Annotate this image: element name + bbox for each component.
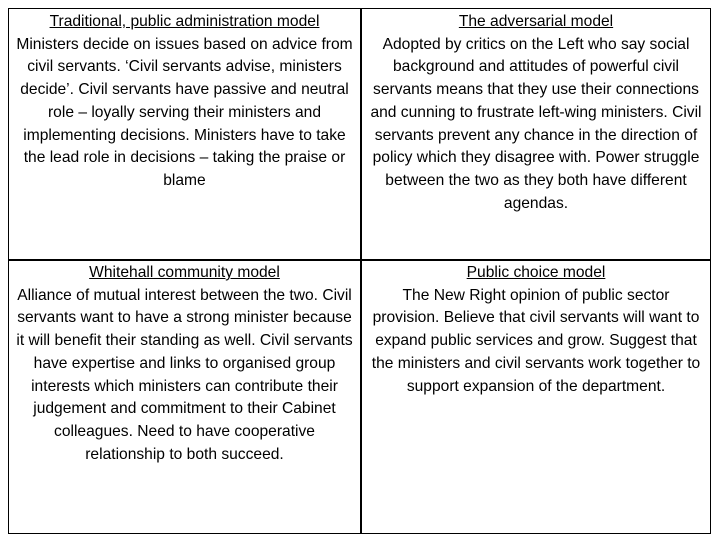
models-table — [8, 8, 711, 534]
cell-public-choice-model — [362, 262, 710, 398]
cell-body: The New Right opinion of public sector provision. Believe that civil servants will want to expand public services and grow. Suggest that the ministers and civil servants work together to support expansion of the department. — [371, 286, 701, 395]
cell-whitehall-community-model — [9, 262, 360, 466]
cell-body: Adopted by critics on the Left who say social background and attitudes of powerful civil servants means that they use their connections and cunning to frustrate left-wing ministers. Civil servants prevent any chance in the direction of policy which they disagree with. Power struggle between the two as they both have different agendas. — [370, 35, 702, 212]
cell-title: Public choice model — [466, 264, 606, 281]
cell-adversarial-model — [362, 11, 710, 215]
cell-title: The adversarial model — [458, 13, 614, 30]
cell-title: Traditional, public administration model — [49, 13, 320, 30]
cell-title: Whitehall community model — [89, 264, 280, 281]
cell-body: Alliance of mutual interest between the two. Civil servants want to have a strong minister because it will benefit their standing as well. Civil servants have expertise and links to organised group interests which ministers can contribute their judgement and commitment to their Cabinet colleagues. Need to have cooperative relationship to both succeed. — [16, 286, 353, 463]
cell-traditional-model — [9, 11, 360, 193]
row-divider — [9, 259, 710, 261]
cell-body: Ministers decide on issues based on advice from civil servants. ‘Civil servants advise, ministers decide’. Civil servants have passive and neutral role – loyally serving their ministers and implementing decisions. Ministers have to take the lead role in decisions – taking the praise or blame — [16, 35, 353, 189]
